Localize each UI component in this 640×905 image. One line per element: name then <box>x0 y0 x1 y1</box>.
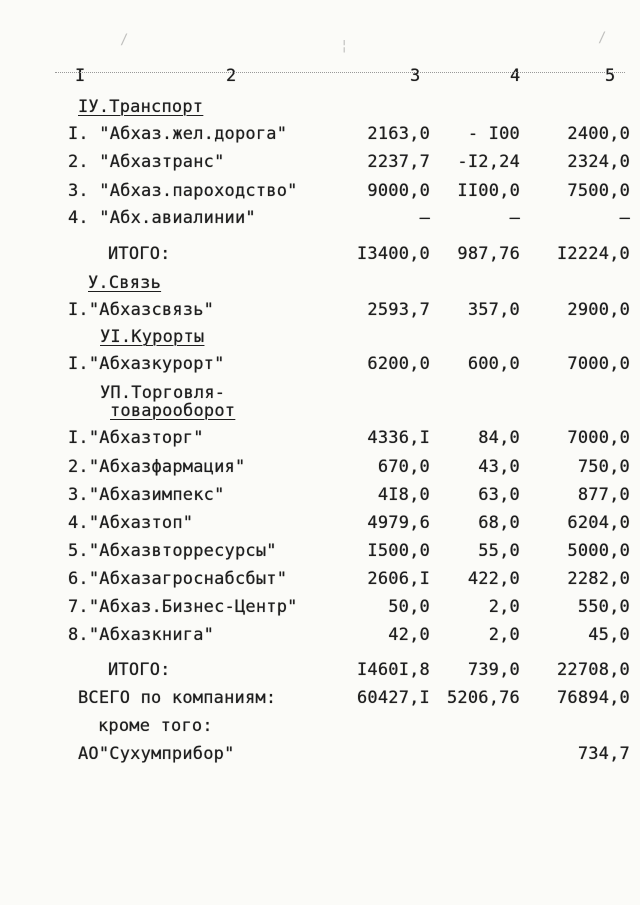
col-header-5: 5 <box>605 66 616 86</box>
row-col3: – <box>419 208 430 228</box>
row-col4: 2,0 <box>488 597 520 617</box>
ink-smudge: ¦ <box>340 38 349 54</box>
row-col4: 357,0 <box>467 300 520 320</box>
row-col3: 4I8,0 <box>377 485 430 505</box>
row-col5: 550,0 <box>577 597 630 617</box>
row-col5: 7500,0 <box>567 181 630 201</box>
row-col5: 45,0 <box>588 625 630 645</box>
subtotal-col4: 739,0 <box>467 660 520 680</box>
row-col3: 670,0 <box>377 457 430 477</box>
extra-row-name: АО"Сухумприбор" <box>78 744 235 764</box>
row-name: 4."Абхазтоп" <box>68 513 194 533</box>
col-header-2: 2 <box>226 66 237 86</box>
subtotal-col3: I460I,8 <box>356 660 430 680</box>
row-col3: 2606,I <box>367 569 430 589</box>
row-col5: – <box>619 208 630 228</box>
subtotal-col4: 987,76 <box>457 244 520 264</box>
grand-total-label: ВСЕГО по компаниям: <box>78 688 277 708</box>
row-col3: 50,0 <box>388 597 430 617</box>
row-col3: 2237,7 <box>367 152 430 172</box>
row-col5: 2282,0 <box>567 569 630 589</box>
row-name: 3. "Абхаз.пароходство" <box>68 181 298 201</box>
row-name: 8."Абхазкнига" <box>68 625 215 645</box>
row-name: I."Абхазсвязь" <box>68 300 215 320</box>
row-col4: - I00 <box>467 124 520 144</box>
row-col5: 750,0 <box>577 457 630 477</box>
grand-total-col5: 76894,0 <box>556 688 630 708</box>
subtotal-label: ИТОГО: <box>108 244 171 264</box>
row-col3: 4336,I <box>367 428 430 448</box>
row-col4: 84,0 <box>478 428 520 448</box>
subtotal-col3: I3400,0 <box>356 244 430 264</box>
row-col3: 6200,0 <box>367 354 430 374</box>
row-name: I."Абхазторг" <box>68 428 204 448</box>
extra-row-col5: 734,7 <box>577 744 630 764</box>
section-title-trade-line2: товарооборот <box>110 401 236 421</box>
row-name: 3."Абхазимпекс" <box>68 485 225 505</box>
grand-total-col3: 60427,I <box>356 688 430 708</box>
row-col5: 5000,0 <box>567 541 630 561</box>
section-title-resorts: УI.Курорты <box>100 327 205 347</box>
subtotal-col5: I2224,0 <box>556 244 630 264</box>
row-name: 6."Абхазагроснабсбыт" <box>68 569 288 589</box>
col-header-4: 4 <box>510 66 521 86</box>
row-name: 2."Абхазфармация" <box>68 457 246 477</box>
row-name: 4. "Абх.авиалинии" <box>68 208 256 228</box>
section-title-trade-line1: УП.Торговля- <box>100 383 226 403</box>
row-col4: 43,0 <box>478 457 520 477</box>
row-name: I."Абхазкурорт" <box>68 354 225 374</box>
row-col4: -I2,24 <box>457 152 520 172</box>
row-col4: II00,0 <box>457 181 520 201</box>
row-col3: I500,0 <box>367 541 430 561</box>
section-title-transport: IУ.Транспорт <box>78 97 204 117</box>
row-col3: 2163,0 <box>367 124 430 144</box>
row-col3: 42,0 <box>388 625 430 645</box>
row-col3: 2593,7 <box>367 300 430 320</box>
row-col4: 68,0 <box>478 513 520 533</box>
row-name: I. "Абхаз.жел.дорога" <box>68 124 288 144</box>
subtotal-label: ИТОГО: <box>108 660 171 680</box>
row-col3: 9000,0 <box>367 181 430 201</box>
col-header-3: 3 <box>410 66 421 86</box>
grand-total-col4: 5206,76 <box>446 688 520 708</box>
row-name: 5."Абхазвторресурсы" <box>68 541 277 561</box>
header-rule <box>55 72 625 73</box>
row-col4: 63,0 <box>478 485 520 505</box>
row-col5: 7000,0 <box>567 354 630 374</box>
row-col4: 55,0 <box>478 541 520 561</box>
row-col5: 6204,0 <box>567 513 630 533</box>
row-col4: – <box>509 208 520 228</box>
row-col4: 600,0 <box>467 354 520 374</box>
row-col5: 2324,0 <box>567 152 630 172</box>
besides-label: кроме того: <box>98 716 213 736</box>
col-header-1: I <box>75 66 86 86</box>
ink-smudge: / <box>598 30 607 46</box>
row-col3: 4979,6 <box>367 513 430 533</box>
row-col4: 422,0 <box>467 569 520 589</box>
row-col5: 7000,0 <box>567 428 630 448</box>
row-col5: 2900,0 <box>567 300 630 320</box>
row-col4: 2,0 <box>488 625 520 645</box>
subtotal-col5: 22708,0 <box>556 660 630 680</box>
ink-smudge: / <box>120 32 129 48</box>
row-name: 2. "Абхазтранс" <box>68 152 225 172</box>
row-col5: 877,0 <box>577 485 630 505</box>
row-name: 7."Абхаз.Бизнес-Центр" <box>68 597 298 617</box>
section-title-communication: У.Связь <box>88 273 162 293</box>
row-col5: 2400,0 <box>567 124 630 144</box>
